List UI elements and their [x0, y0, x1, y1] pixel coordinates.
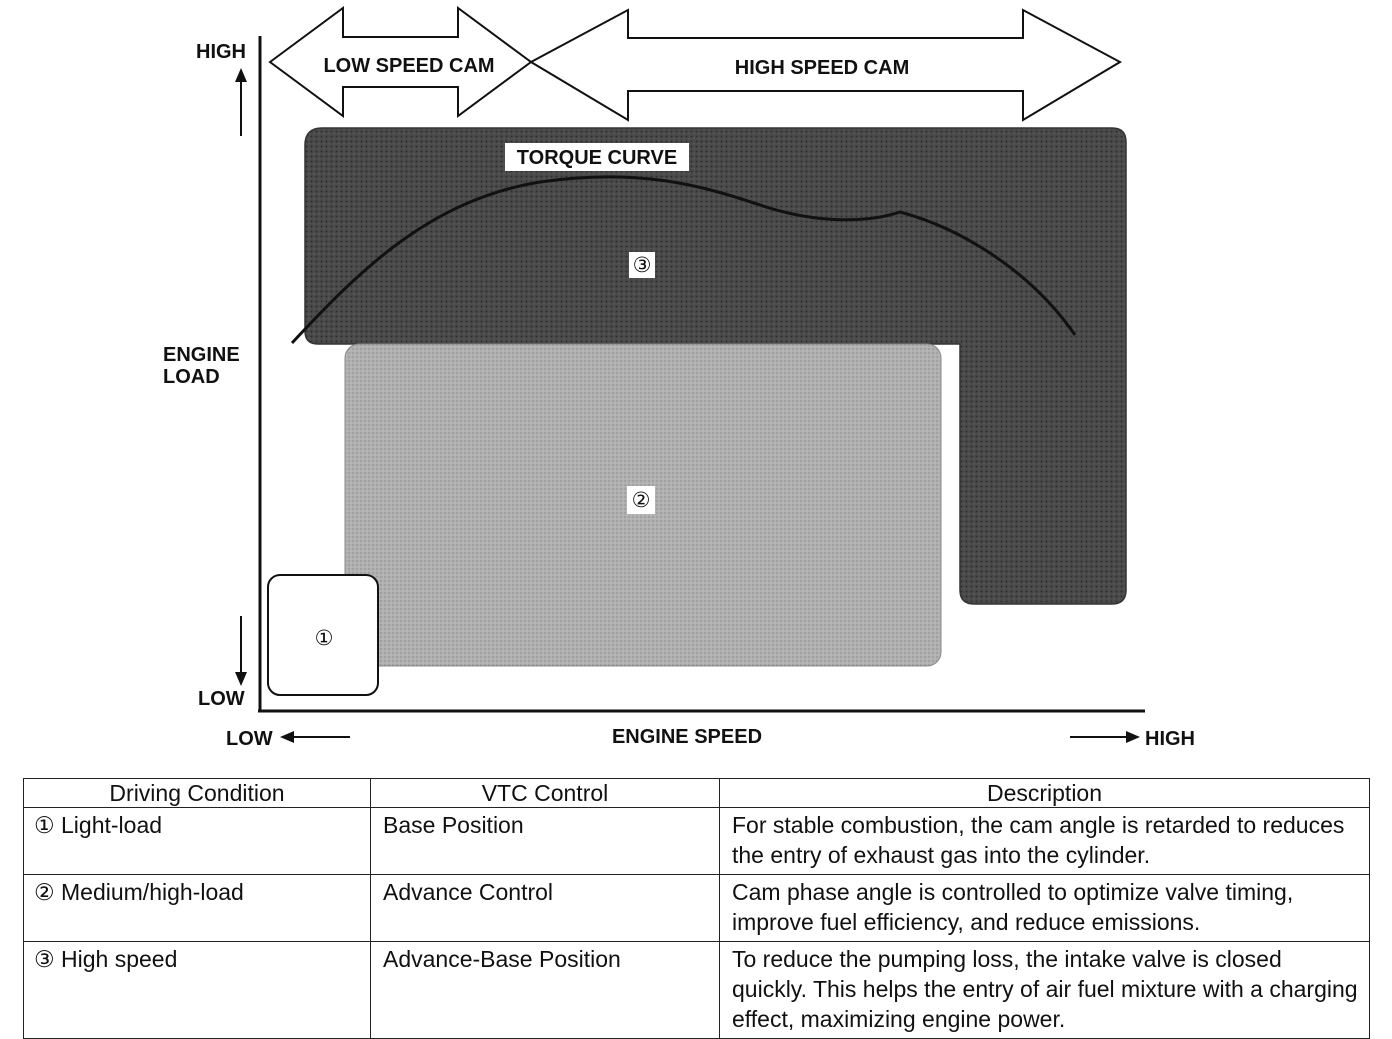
- torque-curve-label: TORQUE CURVE: [516, 147, 678, 169]
- region-3-marker: ③: [632, 253, 652, 277]
- table-row: [24, 808, 1370, 875]
- row-description: Cam phase angle is controlled to optimize valve timing, improve fuel efficiency, and reduce emissions.: [720, 875, 1370, 942]
- row-condition: ② Medium/high-load: [24, 875, 371, 942]
- x-axis-right-arrow: [1070, 731, 1140, 743]
- table-row: [24, 875, 1370, 942]
- y-axis-title-line2: LOAD: [163, 366, 220, 388]
- row-condition: ① Light-load: [24, 808, 371, 875]
- header-description: Description: [720, 779, 1370, 808]
- high-speed-cam-label: HIGH SPEED CAM: [734, 57, 910, 79]
- header-vtc-control: VTC Control: [371, 779, 720, 808]
- header-driving-condition: Driving Condition: [24, 779, 371, 808]
- region-2-marker: ②: [631, 488, 651, 512]
- y-axis-low-label: LOW: [198, 688, 245, 710]
- y-axis-title-line1: ENGINE: [163, 344, 240, 366]
- table-row: [24, 942, 1370, 1039]
- table-header-row: [24, 779, 1370, 808]
- x-axis-title: ENGINE SPEED: [611, 726, 763, 748]
- x-axis-left-arrow: [280, 731, 350, 743]
- low-speed-cam-label: LOW SPEED CAM: [323, 55, 495, 77]
- row-condition: ③ High speed: [24, 942, 371, 1039]
- y-axis-down-arrow: [235, 616, 247, 686]
- region-1-marker: ①: [314, 626, 334, 650]
- row-description: For stable combustion, the cam angle is retarded to reduces the entry of exhaust gas into the cylinder.: [720, 808, 1370, 875]
- row-control: Base Position: [371, 808, 720, 875]
- row-description: To reduce the pumping loss, the intake valve is closed quickly. This helps the entry of air fuel mixture with a charging effect, maximizing engine power.: [720, 942, 1370, 1039]
- x-axis-low-label: LOW: [226, 728, 273, 750]
- x-axis-high-label: HIGH: [1145, 728, 1195, 750]
- y-axis-high-label: HIGH: [196, 41, 246, 63]
- row-control: Advance Control: [371, 875, 720, 942]
- y-axis-up-arrow: [235, 68, 247, 136]
- row-control: Advance-Base Position: [371, 942, 720, 1039]
- vtc-control-table: [23, 778, 1370, 1039]
